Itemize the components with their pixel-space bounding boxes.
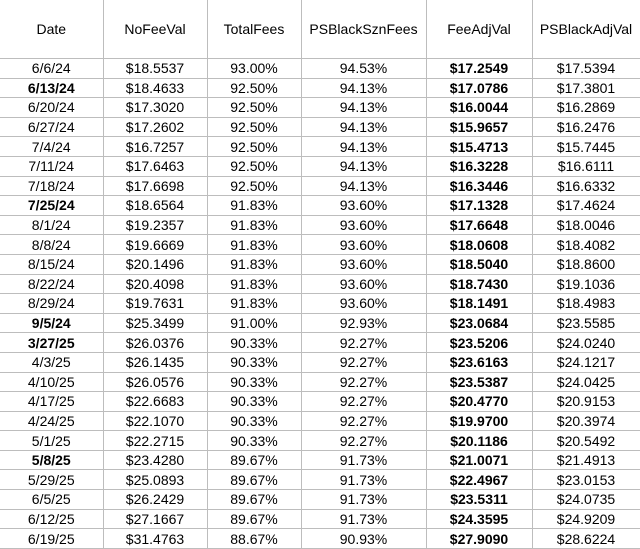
table-row [0, 333, 640, 353]
cell-nofeeval: $20.4098 [103, 274, 207, 294]
cell-nofeeval: $19.2357 [103, 215, 207, 235]
cell-psblackadjval: $18.4082 [532, 235, 640, 255]
cell-psblackadjval: $23.5585 [532, 313, 640, 333]
table-row [0, 509, 640, 529]
cell-date: 8/8/24 [0, 235, 103, 255]
cell-psblackadjval: $20.9153 [532, 392, 640, 412]
cell-psblackszn-fees: 92.27% [301, 392, 426, 412]
cell-psblackadjval: $15.7445 [532, 137, 640, 157]
table-row [0, 431, 640, 451]
cell-psblackszn-fees: 94.13% [301, 176, 426, 196]
cell-totalfees: 91.83% [207, 215, 301, 235]
cell-psblackszn-fees: 93.60% [301, 215, 426, 235]
cell-date: 5/29/25 [0, 470, 103, 490]
cell-feeadjval: $23.5311 [426, 490, 532, 510]
cell-nofeeval: $20.1496 [103, 254, 207, 274]
cell-totalfees: 92.50% [207, 117, 301, 137]
cell-psblackadjval: $20.3974 [532, 411, 640, 431]
cell-feeadjval: $16.0044 [426, 98, 532, 118]
cell-totalfees: 90.33% [207, 392, 301, 412]
cell-nofeeval: $19.7631 [103, 294, 207, 314]
cell-date: 6/12/25 [0, 509, 103, 529]
cell-feeadjval: $17.0786 [426, 78, 532, 98]
cell-totalfees: 88.67% [207, 529, 301, 549]
cell-psblackszn-fees: 92.27% [301, 372, 426, 392]
cell-psblackadjval: $16.2476 [532, 117, 640, 137]
cell-psblackszn-fees: 93.60% [301, 196, 426, 216]
table-row [0, 98, 640, 118]
cell-feeadjval: $23.6163 [426, 352, 532, 372]
cell-nofeeval: $25.3499 [103, 313, 207, 333]
cell-date: 4/24/25 [0, 411, 103, 431]
cell-psblackadjval: $23.0153 [532, 470, 640, 490]
table-row [0, 196, 640, 216]
table-row [0, 215, 640, 235]
cell-totalfees: 89.67% [207, 509, 301, 529]
cell-nofeeval: $26.0576 [103, 372, 207, 392]
cell-date: 5/1/25 [0, 431, 103, 451]
cell-nofeeval: $26.1435 [103, 352, 207, 372]
cell-psblackszn-fees: 91.73% [301, 509, 426, 529]
header-date: Date [0, 0, 103, 59]
cell-psblackadjval: $19.1036 [532, 274, 640, 294]
cell-psblackszn-fees: 92.27% [301, 411, 426, 431]
cell-psblackszn-fees: 93.60% [301, 274, 426, 294]
cell-nofeeval: $26.2429 [103, 490, 207, 510]
table-body [0, 59, 640, 549]
table-row [0, 352, 640, 372]
cell-date: 7/4/24 [0, 137, 103, 157]
table-row [0, 372, 640, 392]
cell-nofeeval: $22.1070 [103, 411, 207, 431]
table-row [0, 450, 640, 470]
cell-date: 7/25/24 [0, 196, 103, 216]
cell-nofeeval: $16.7257 [103, 137, 207, 157]
table-row [0, 176, 640, 196]
cell-feeadjval: $23.5206 [426, 333, 532, 353]
cell-totalfees: 90.33% [207, 372, 301, 392]
cell-date: 6/5/25 [0, 490, 103, 510]
cell-psblackadjval: $24.1217 [532, 352, 640, 372]
cell-feeadjval: $27.9090 [426, 529, 532, 549]
cell-feeadjval: $17.6648 [426, 215, 532, 235]
header-feeadjval: FeeAdjVal [426, 0, 532, 59]
cell-nofeeval: $22.6683 [103, 392, 207, 412]
cell-psblackadjval: $24.0425 [532, 372, 640, 392]
cell-totalfees: 90.33% [207, 411, 301, 431]
cell-nofeeval: $17.6698 [103, 176, 207, 196]
cell-psblackszn-fees: 90.93% [301, 529, 426, 549]
cell-totalfees: 93.00% [207, 59, 301, 79]
cell-feeadjval: $17.1328 [426, 196, 532, 216]
cell-psblackszn-fees: 93.60% [301, 254, 426, 274]
cell-nofeeval: $22.2715 [103, 431, 207, 451]
cell-psblackszn-fees: 94.13% [301, 137, 426, 157]
table-row [0, 392, 640, 412]
cell-psblackadjval: $20.5492 [532, 431, 640, 451]
cell-date: 5/8/25 [0, 450, 103, 470]
cell-feeadjval: $23.0684 [426, 313, 532, 333]
cell-totalfees: 91.83% [207, 274, 301, 294]
cell-feeadjval: $15.4713 [426, 137, 532, 157]
cell-feeadjval: $19.9700 [426, 411, 532, 431]
table-row [0, 470, 640, 490]
cell-date: 7/18/24 [0, 176, 103, 196]
cell-psblackszn-fees: 92.93% [301, 313, 426, 333]
cell-date: 4/3/25 [0, 352, 103, 372]
cell-psblackadjval: $17.4624 [532, 196, 640, 216]
header-psblackadjval: PSBlackAdjVal [532, 0, 640, 59]
cell-nofeeval: $25.0893 [103, 470, 207, 490]
cell-psblackadjval: $24.0735 [532, 490, 640, 510]
cell-date: 8/29/24 [0, 294, 103, 314]
cell-psblackszn-fees: 91.73% [301, 450, 426, 470]
cell-totalfees: 92.50% [207, 78, 301, 98]
cell-nofeeval: $17.6463 [103, 156, 207, 176]
cell-feeadjval: $16.3446 [426, 176, 532, 196]
cell-nofeeval: $27.1667 [103, 509, 207, 529]
cell-date: 4/17/25 [0, 392, 103, 412]
cell-totalfees: 91.83% [207, 235, 301, 255]
cell-feeadjval: $18.7430 [426, 274, 532, 294]
table-row [0, 117, 640, 137]
cell-date: 8/22/24 [0, 274, 103, 294]
cell-psblackadjval: $21.4913 [532, 450, 640, 470]
cell-nofeeval: $31.4763 [103, 529, 207, 549]
cell-nofeeval: $17.3020 [103, 98, 207, 118]
cell-nofeeval: $18.6564 [103, 196, 207, 216]
table-row [0, 254, 640, 274]
cell-psblackadjval: $24.0240 [532, 333, 640, 353]
cell-date: 6/6/24 [0, 59, 103, 79]
cell-feeadjval: $23.5387 [426, 372, 532, 392]
cell-totalfees: 92.50% [207, 98, 301, 118]
table-row [0, 490, 640, 510]
cell-totalfees: 89.67% [207, 470, 301, 490]
cell-totalfees: 91.83% [207, 254, 301, 274]
cell-feeadjval: $22.4967 [426, 470, 532, 490]
cell-totalfees: 91.83% [207, 294, 301, 314]
table-row [0, 137, 640, 157]
table-row [0, 156, 640, 176]
cell-feeadjval: $16.3228 [426, 156, 532, 176]
cell-psblackszn-fees: 93.60% [301, 294, 426, 314]
cell-date: 8/15/24 [0, 254, 103, 274]
table-row [0, 294, 640, 314]
cell-totalfees: 90.33% [207, 431, 301, 451]
cell-nofeeval: $26.0376 [103, 333, 207, 353]
cell-psblackszn-fees: 91.73% [301, 470, 426, 490]
cell-totalfees: 92.50% [207, 176, 301, 196]
cell-totalfees: 90.33% [207, 352, 301, 372]
cell-psblackadjval: $18.4983 [532, 294, 640, 314]
cell-date: 4/10/25 [0, 372, 103, 392]
cell-psblackadjval: $17.5394 [532, 59, 640, 79]
cell-psblackszn-fees: 92.27% [301, 333, 426, 353]
cell-totalfees: 92.50% [207, 137, 301, 157]
cell-psblackadjval: $16.6111 [532, 156, 640, 176]
cell-feeadjval: $20.4770 [426, 392, 532, 412]
cell-date: 8/1/24 [0, 215, 103, 235]
cell-psblackszn-fees: 94.53% [301, 59, 426, 79]
table-row [0, 274, 640, 294]
cell-date: 7/11/24 [0, 156, 103, 176]
cell-feeadjval: $15.9657 [426, 117, 532, 137]
cell-psblackszn-fees: 92.27% [301, 431, 426, 451]
cell-psblackadjval: $18.0046 [532, 215, 640, 235]
cell-totalfees: 90.33% [207, 333, 301, 353]
cell-totalfees: 92.50% [207, 156, 301, 176]
cell-date: 3/27/25 [0, 333, 103, 353]
cell-psblackszn-fees: 94.13% [301, 78, 426, 98]
cell-date: 6/19/25 [0, 529, 103, 549]
cell-date: 6/13/24 [0, 78, 103, 98]
header-row [0, 0, 640, 59]
cell-nofeeval: $18.4633 [103, 78, 207, 98]
cell-feeadjval: $21.0071 [426, 450, 532, 470]
cell-feeadjval: $18.0608 [426, 235, 532, 255]
cell-nofeeval: $17.2602 [103, 117, 207, 137]
cell-totalfees: 89.67% [207, 490, 301, 510]
cell-psblackadjval: $17.3801 [532, 78, 640, 98]
cell-nofeeval: $19.6669 [103, 235, 207, 255]
table-row [0, 529, 640, 549]
header-totalfees: TotalFees [207, 0, 301, 59]
cell-psblackszn-fees: 94.13% [301, 117, 426, 137]
cell-totalfees: 89.67% [207, 450, 301, 470]
header-nofeeval: NoFeeVal [103, 0, 207, 59]
cell-feeadjval: $18.1491 [426, 294, 532, 314]
table-row [0, 59, 640, 79]
cell-date: 6/20/24 [0, 98, 103, 118]
cell-nofeeval: $18.5537 [103, 59, 207, 79]
cell-feeadjval: $17.2549 [426, 59, 532, 79]
cell-psblackadjval: $28.6224 [532, 529, 640, 549]
cell-feeadjval: $24.3595 [426, 509, 532, 529]
table-row [0, 411, 640, 431]
cell-feeadjval: $18.5040 [426, 254, 532, 274]
cell-feeadjval: $20.1186 [426, 431, 532, 451]
cell-psblackszn-fees: 94.13% [301, 156, 426, 176]
cell-psblackszn-fees: 92.27% [301, 352, 426, 372]
cell-date: 6/27/24 [0, 117, 103, 137]
cell-psblackszn-fees: 91.73% [301, 490, 426, 510]
table-row [0, 235, 640, 255]
cell-nofeeval: $23.4280 [103, 450, 207, 470]
cell-date: 9/5/24 [0, 313, 103, 333]
cell-psblackadjval: $16.2869 [532, 98, 640, 118]
cell-psblackszn-fees: 94.13% [301, 98, 426, 118]
cell-totalfees: 91.83% [207, 196, 301, 216]
cell-totalfees: 91.00% [207, 313, 301, 333]
table-row [0, 313, 640, 333]
cell-psblackszn-fees: 93.60% [301, 235, 426, 255]
cell-psblackadjval: $24.9209 [532, 509, 640, 529]
table-row [0, 78, 640, 98]
header-psblackszn-fees: PSBlackSznFees [301, 0, 426, 59]
cell-psblackadjval: $18.8600 [532, 254, 640, 274]
cell-psblackadjval: $16.6332 [532, 176, 640, 196]
